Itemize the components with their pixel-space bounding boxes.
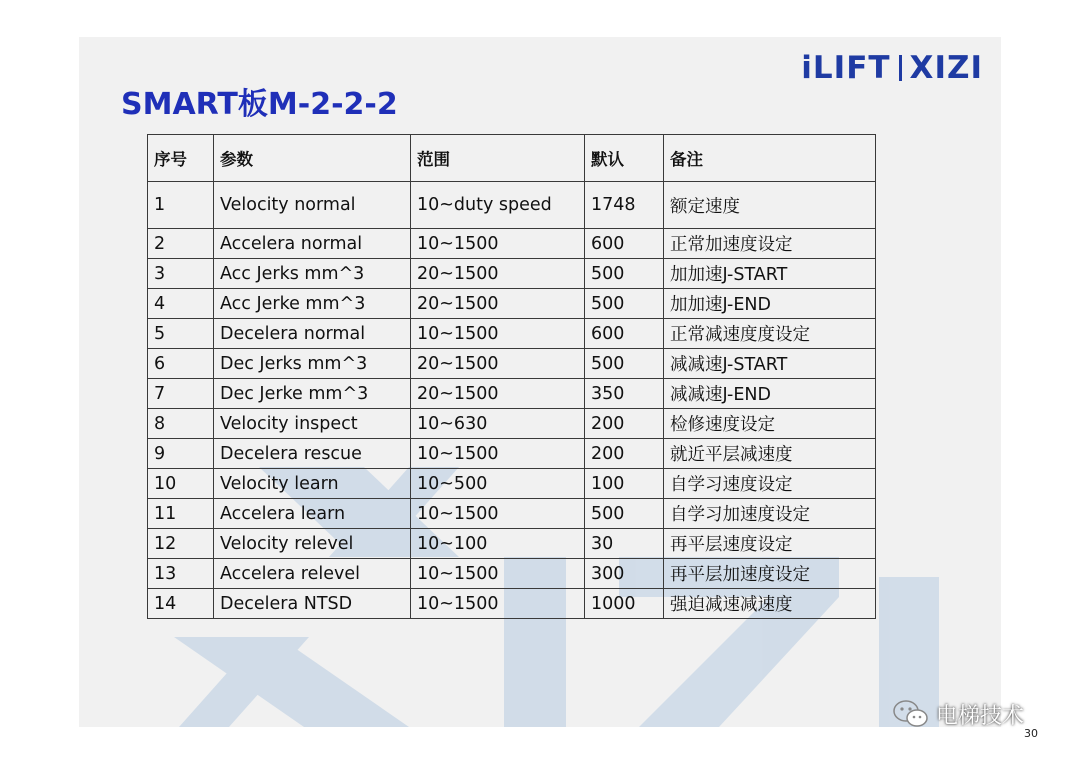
- cell-parameter: Acc Jerke mm^3: [214, 289, 411, 319]
- cell-parameter: Decelera rescue: [214, 439, 411, 469]
- cell-parameter: Dec Jerke mm^3: [214, 379, 411, 409]
- header-range: 范围: [411, 135, 585, 182]
- cell-index: 4: [148, 289, 214, 319]
- cell-default: 200: [585, 409, 664, 439]
- cell-note: 再平层加速度设定: [664, 559, 876, 589]
- wechat-icon: [892, 698, 930, 730]
- cell-parameter: Accelera learn: [214, 499, 411, 529]
- cell-range: 10~1500: [411, 499, 585, 529]
- table-row: [148, 439, 876, 469]
- cell-note: 再平层速度设定: [664, 529, 876, 559]
- cell-parameter: Accelera relevel: [214, 559, 411, 589]
- cell-default: 1748: [585, 182, 664, 229]
- cell-default: 500: [585, 259, 664, 289]
- brand-logo: [801, 50, 983, 86]
- brand-logo-right: XIZI: [909, 50, 983, 86]
- cell-index: 6: [148, 349, 214, 379]
- table-row: [148, 182, 876, 229]
- parameter-table: [147, 134, 876, 619]
- cell-range: 10~630: [411, 409, 585, 439]
- table-row: [148, 469, 876, 499]
- header-index: 序号: [148, 135, 214, 182]
- cell-index: 3: [148, 259, 214, 289]
- table-row: [148, 379, 876, 409]
- cell-range: 10~duty speed: [411, 182, 585, 229]
- cell-note: 就近平层减速度: [664, 439, 876, 469]
- cell-range: 20~1500: [411, 289, 585, 319]
- cell-range: 10~500: [411, 469, 585, 499]
- header-parameter: 参数: [214, 135, 411, 182]
- wechat-watermark: [892, 698, 1024, 730]
- cell-default: 500: [585, 499, 664, 529]
- slide: [79, 37, 1038, 740]
- cell-parameter: Velocity learn: [214, 469, 411, 499]
- cell-parameter: Accelera normal: [214, 229, 411, 259]
- page-number: 30: [1024, 727, 1038, 740]
- cell-note: 自学习速度设定: [664, 469, 876, 499]
- cell-note: 检修速度设定: [664, 409, 876, 439]
- table-row: [148, 529, 876, 559]
- brand-separator: [899, 55, 902, 81]
- cell-default: 500: [585, 349, 664, 379]
- cell-parameter: Decelera NTSD: [214, 589, 411, 619]
- table-row: [148, 259, 876, 289]
- cell-note: 自学习加速度设定: [664, 499, 876, 529]
- table-header-row: [148, 135, 876, 182]
- cell-note: 正常减速度度设定: [664, 319, 876, 349]
- table-row: [148, 229, 876, 259]
- cell-default: 1000: [585, 589, 664, 619]
- cell-index: 10: [148, 469, 214, 499]
- table-row: [148, 289, 876, 319]
- cell-range: 20~1500: [411, 379, 585, 409]
- cell-index: 2: [148, 229, 214, 259]
- wechat-label: 电梯技术: [936, 703, 1025, 729]
- cell-default: 300: [585, 559, 664, 589]
- cell-default: 500: [585, 289, 664, 319]
- cell-range: 10~1500: [411, 439, 585, 469]
- table-row: [148, 409, 876, 439]
- cell-note: 加加速J-START: [664, 259, 876, 289]
- slide-title: SMART板M-2-2-2: [121, 87, 398, 122]
- cell-parameter: Decelera normal: [214, 319, 411, 349]
- table-body: [148, 182, 876, 619]
- cell-index: 9: [148, 439, 214, 469]
- cell-default: 600: [585, 319, 664, 349]
- cell-index: 12: [148, 529, 214, 559]
- cell-range: 10~1500: [411, 319, 585, 349]
- cell-index: 8: [148, 409, 214, 439]
- cell-default: 350: [585, 379, 664, 409]
- cell-index: 13: [148, 559, 214, 589]
- cell-range: 10~1500: [411, 229, 585, 259]
- cell-index: 14: [148, 589, 214, 619]
- cell-index: 1: [148, 182, 214, 229]
- cell-default: 200: [585, 439, 664, 469]
- cell-parameter: Acc Jerks mm^3: [214, 259, 411, 289]
- header-note: 备注: [664, 135, 876, 182]
- header-default: 默认: [585, 135, 664, 182]
- cell-range: 20~1500: [411, 349, 585, 379]
- cell-note: 减减速J-START: [664, 349, 876, 379]
- cell-parameter: Velocity normal: [214, 182, 411, 229]
- cell-default: 100: [585, 469, 664, 499]
- cell-index: 11: [148, 499, 214, 529]
- cell-note: 强迫减速减速度: [664, 589, 876, 619]
- cell-index: 7: [148, 379, 214, 409]
- cell-note: 正常加速度设定: [664, 229, 876, 259]
- cell-range: 10~1500: [411, 559, 585, 589]
- table-row: [148, 499, 876, 529]
- cell-index: 5: [148, 319, 214, 349]
- cell-default: 30: [585, 529, 664, 559]
- cell-parameter: Velocity inspect: [214, 409, 411, 439]
- table-row: [148, 349, 876, 379]
- cell-note: 加加速J-END: [664, 289, 876, 319]
- cell-note: 减减速J-END: [664, 379, 876, 409]
- cell-range: 20~1500: [411, 259, 585, 289]
- table-row: [148, 559, 876, 589]
- cell-range: 10~1500: [411, 589, 585, 619]
- cell-parameter: Dec Jerks mm^3: [214, 349, 411, 379]
- cell-note: 额定速度: [664, 182, 876, 229]
- brand-logo-left: iLIFT: [801, 50, 891, 86]
- cell-range: 10~100: [411, 529, 585, 559]
- table-row: [148, 589, 876, 619]
- cell-default: 600: [585, 229, 664, 259]
- cell-parameter: Velocity relevel: [214, 529, 411, 559]
- table-row: [148, 319, 876, 349]
